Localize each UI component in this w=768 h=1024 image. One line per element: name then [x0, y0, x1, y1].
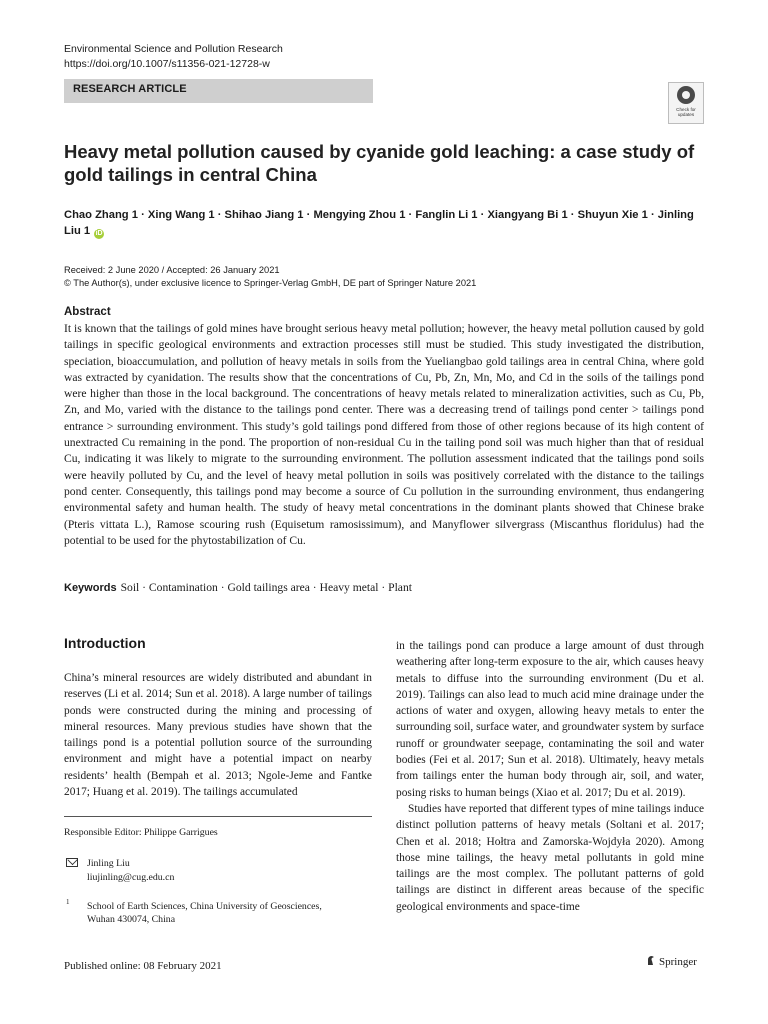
publisher-logo — [646, 955, 697, 968]
affiliation-number: 1 — [66, 898, 70, 906]
introduction-paragraph: China’s mineral resources are widely distributed and abundant in reserves (Li et al. 2014; Sun et al. 2018). A large number of tailings ponds were constructed during the mining and processing of mineral resources. Many previous studies have shown that the tailings pond is a potential pollution source of the surrounding environment and might have a potential impact on nearby residents’ health (Bempah et al. 2013; Ngole-Jeme and Fantke 2017; Huang et al. 2019). The tailings accumulated — [64, 672, 372, 799]
copyright-notice: © The Author(s), under exclusive licence to Springer-Verlag GmbH, DE part of Springer Nature 2021 — [64, 278, 477, 288]
check-updates-icon — [677, 86, 695, 104]
abstract-body: It is known that the tailings of gold mines have brought serious heavy metal pollution; however, the heavy metal pollution caused by gold tailings in specific geological environments and extraction processes still must be studied. This study investigated the distribution, speciation, bioaccumulation, and pollution of heavy metals in soils from the Yueliangbao gold tailings area in central China, where gold was extracted by cyanidation. The results show that the concentrations of Cu, Pb, Zn, Mn, Mo, and Cd in the soils of the tailings pond were higher than those in the local background. The concentrations of heavy metals related to mineralization activities, such as Cu, Pb, Zn, and Mo, varied with the distance to the tailings pond center. There was a decreasing trend of tailings pond center > tailings pond entrance > surrounding environment. This study’s gold tailings pond differed from those of other regions because of its high content of unextracted Cu remaining in the pond. The proportion of non-residual Cu in the tailing pond soil was much higher than that of residual Cu, indicating it was likely to migrate to the surrounding environment. The pollution assessment indicated that the tailings pond soils were heavily polluted by Cu, and the level of heavy metal pollution in soils was positively correlated with the distance to the tailings pond center. Consequently, this tailings pond may become a source of Cu pollution in the surrounding environment, thus endangering environmental safety and human health. The study of heavy metal concentrations in the dominant plants showed that Chinese brake (Pteris vittata L.), Ramose scouring rush (Equisetum ramosissimum), and Manyflower silvergrass (Miscanthus floridulus) had the potential to be used for the phytostabilization of Cu. — [64, 322, 704, 547]
corresponding-author-email[interactable]: liujinling@cug.edu.cn — [87, 872, 175, 883]
check-for-updates-badge[interactable] — [668, 82, 704, 124]
envelope-icon — [66, 858, 78, 867]
affiliation-line: School of Earth Sciences, China University of Geosciences, — [87, 901, 322, 912]
authors-text: Chao Zhang 1 · Xing Wang 1 · Shihao Jiang 1 · Mengying Zhou 1 · Fanglin Li 1 · Xiangyang Bi 1 · Shuyun Xie 1 · Jinling Liu 1 — [64, 209, 694, 237]
orcid-icon[interactable]: iD — [95, 230, 103, 237]
corresponding-author-name: Jinling Liu — [87, 858, 130, 869]
keywords-line — [64, 580, 412, 596]
affiliation-line: Wuhan 430074, China — [87, 914, 176, 925]
introduction-heading: Introduction — [64, 635, 146, 651]
published-online-date: Published online: 08 February 2021 — [64, 960, 222, 972]
introduction-paragraph: Studies have reported that different types of mine tailings induce distinct pollution patterns of heavy metals (Soltani et al. 2017; Chen et al. 2018; Hołtra and Zamorska-Wojdyła 2020). Among those mine tailings, the heavy metal pollutants in gold mine tailings are the most complex. The pollutant patterns of gold tailings are distinct in different areas because of the specific geological environments and space-time — [396, 802, 704, 913]
responsible-editor: Responsible Editor: Philippe Garrigues — [64, 827, 218, 838]
keywords-text: Soil · Contamination · Gold tailings area · Heavy metal · Plant — [120, 581, 412, 594]
author-list — [64, 207, 704, 239]
article-type-label: RESEARCH ARTICLE — [73, 83, 187, 95]
article-type-banner — [64, 79, 373, 103]
keywords-label: Keywords — [64, 582, 117, 594]
received-accepted-dates: Received: 2 June 2020 / Accepted: 26 January 2021 — [64, 265, 280, 275]
article-title: Heavy metal pollution caused by cyanide gold leaching: a case study of gold tailings in central China — [64, 141, 695, 185]
check-updates-text: Check for updates — [676, 107, 696, 117]
journal-name: Environmental Science and Pollution Research — [64, 43, 283, 55]
introduction-column-2 — [396, 638, 704, 915]
abstract-heading: Abstract — [64, 306, 111, 318]
introduction-paragraph: in the tailings pond can produce a large amount of dust through weathering after long-term exposure to the air, which causes heavy metals to diffuse into the surrounding environment (Du et al. 2019). Tailings can also lead to much acid mine drainage under the actions of water and oxygen, allowing heavy metals to enter the surrounding soil, surface water, and groundwater system by surface runoff or groundwater seepage, contaminating the soil and water bodies (Fei et al. 2017; Sun et al. 2018). Ultimately, heavy metals from tailings enter the human body through air, soil, and water, posing risks to human beings (Xiao et al. 2017; Du et al. 2019). — [396, 640, 704, 799]
publisher-name: Springer — [659, 956, 697, 968]
footnote-divider — [64, 816, 372, 817]
doi-link[interactable]: https://doi.org/10.1007/s11356-021-12728-w — [64, 58, 270, 70]
springer-horse-icon — [646, 955, 655, 966]
